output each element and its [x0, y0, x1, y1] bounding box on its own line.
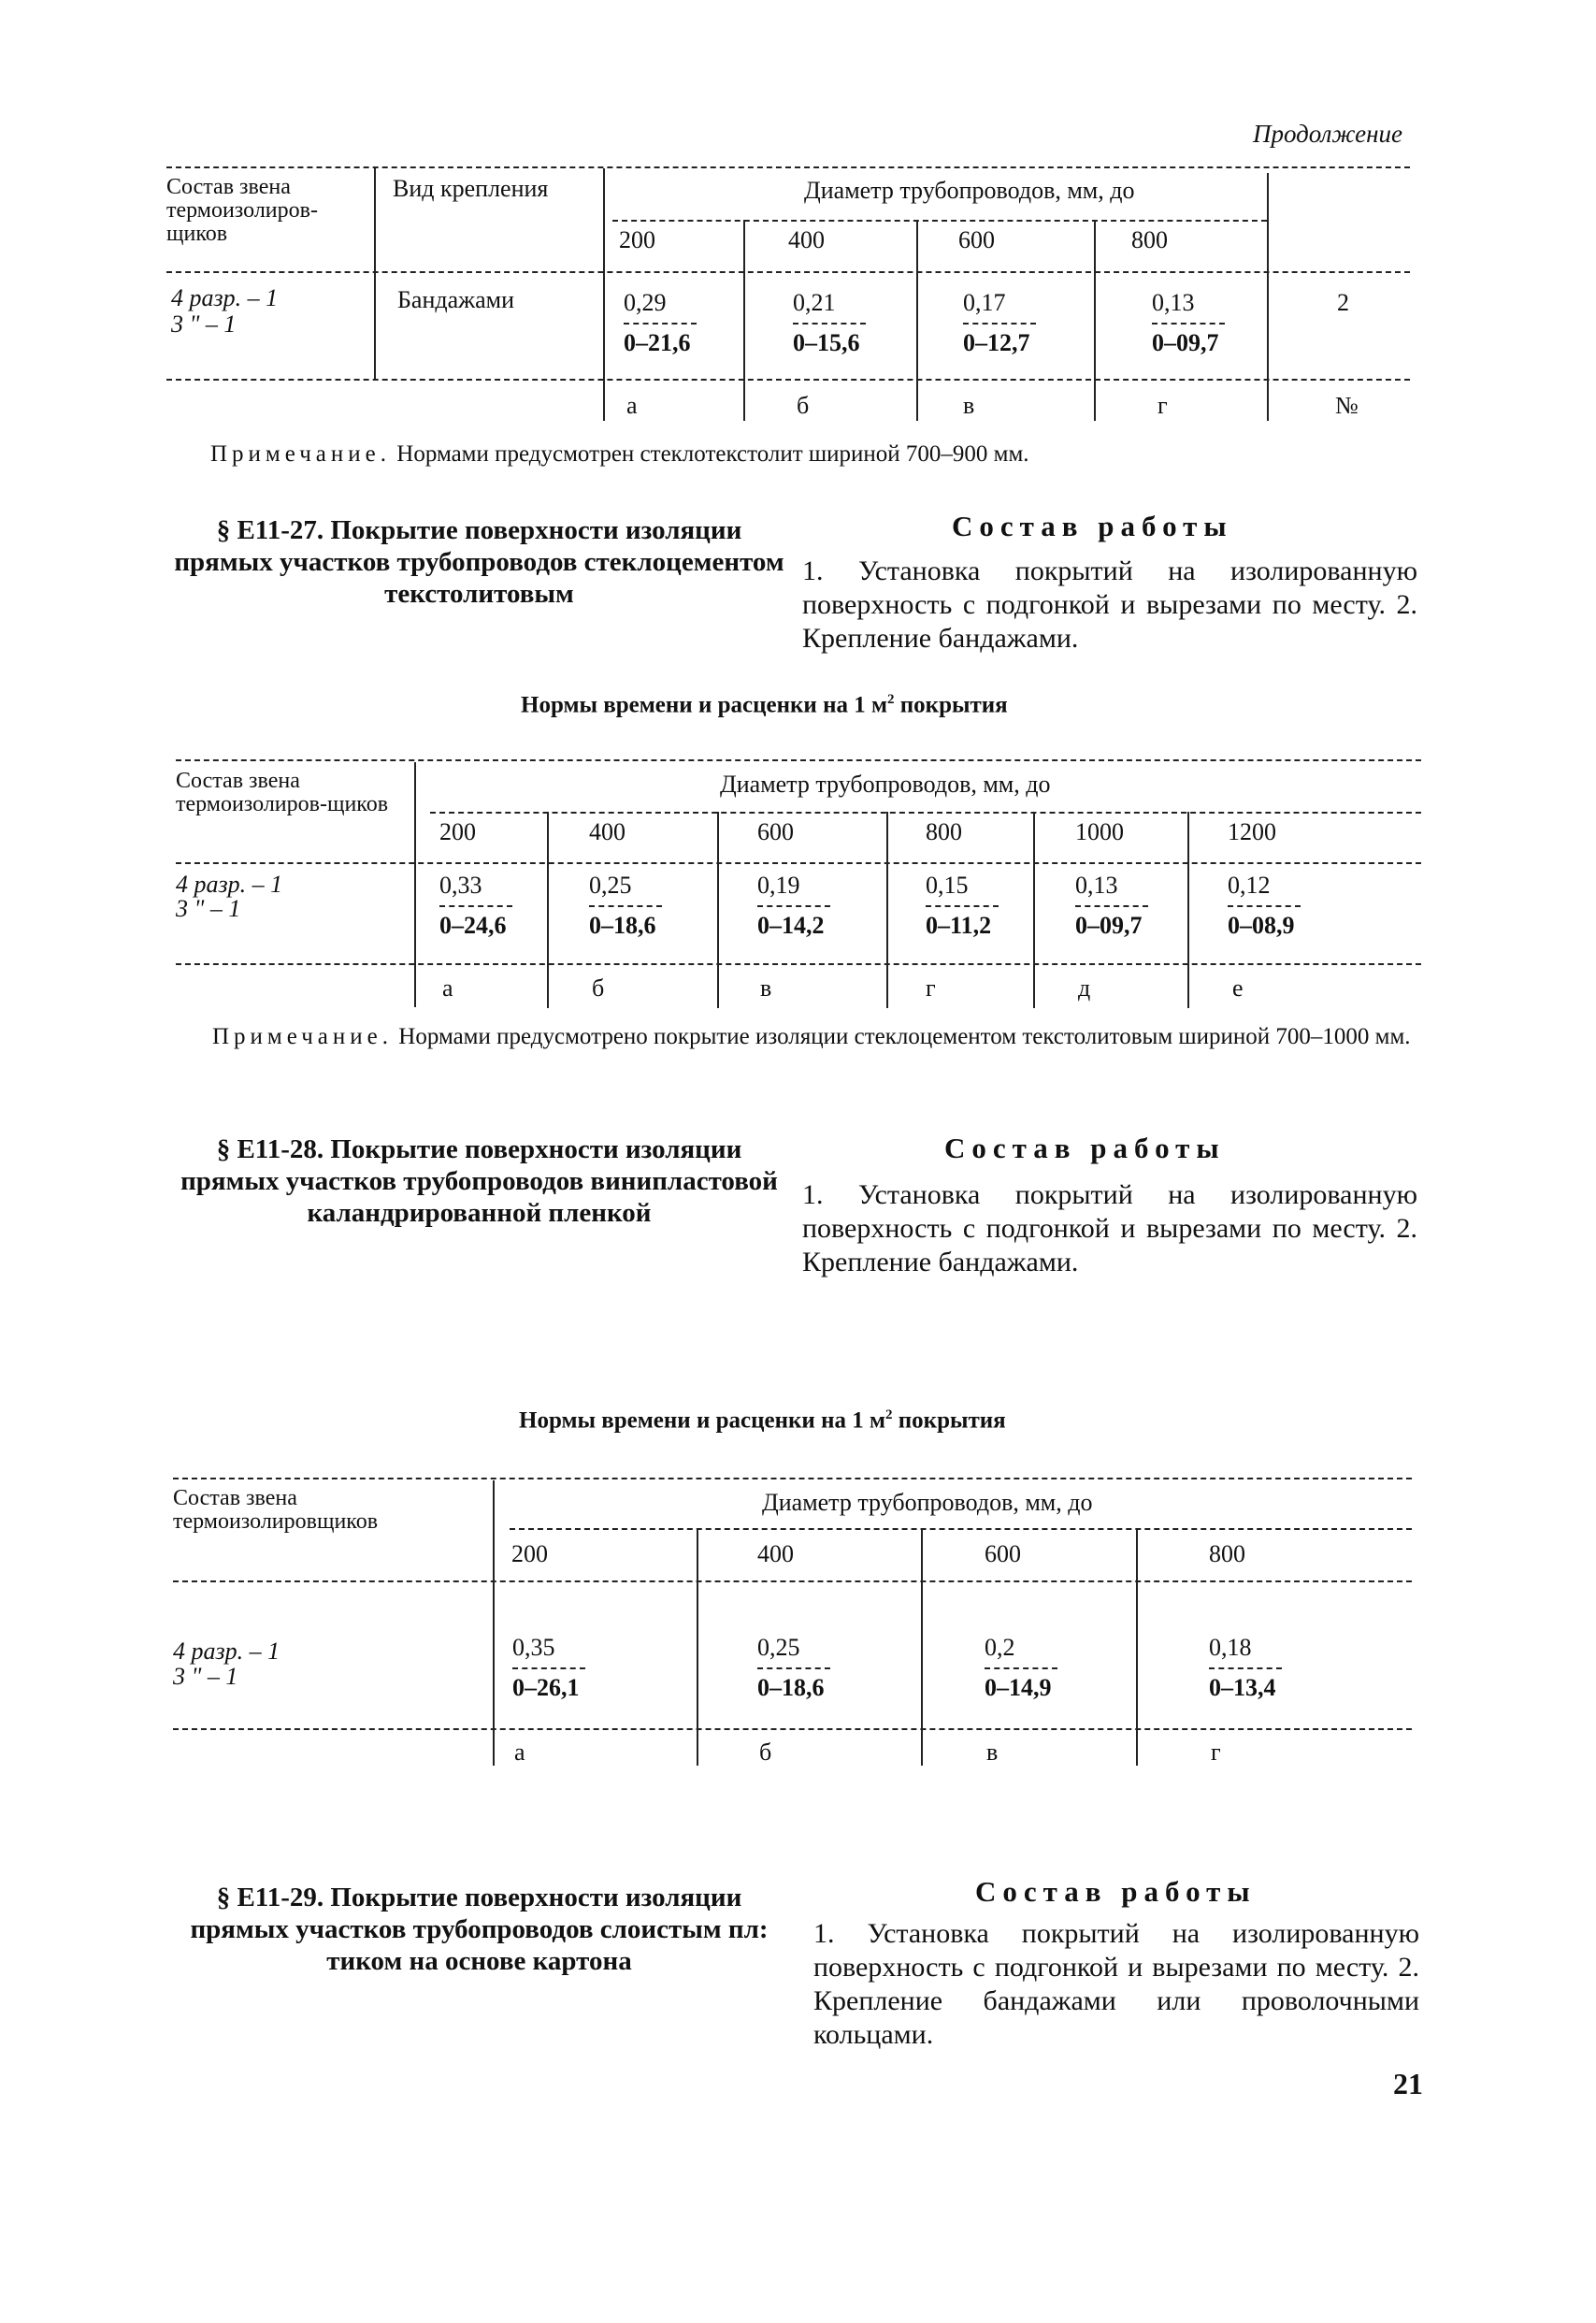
table2-caption-tail: покрытия	[894, 692, 1008, 718]
table1-crew-line1: 4 разр. – 1	[171, 284, 279, 311]
note1-text: Нормами предусмотрен стеклотекстолит шириной 700–900 мм.	[396, 441, 1029, 467]
table1-diam-200: 200	[619, 226, 655, 253]
table3-value-400	[757, 1635, 830, 1701]
section-e11-27-title: § Е11-27. Покрытие поверхности изоляции прямых участков трубопроводов стеклоцементом текстолитовым	[174, 515, 784, 610]
table3-header-diameter: Диаметр трубопроводов, мм, до	[762, 1489, 1093, 1516]
page-number: 21	[1393, 2067, 1423, 2100]
section-e11-27-work-text: 1. Установка покрытий на изолированную поверхность с подгонкой и вырезами по месту. 2. Крепление бандажами.	[802, 556, 1417, 654]
table2-price-1200: 0–08,9	[1228, 911, 1295, 939]
table3-value-600	[985, 1635, 1057, 1701]
table1-diam-800: 800	[1131, 226, 1168, 253]
table3-crew-line2: 3 " – 1	[173, 1663, 238, 1690]
section-e11-28-work-text: 1. Установка покрытий на изолированную поверхность с подгонкой и вырезами по месту. 2. Крепление бандажами.	[802, 1179, 1417, 1277]
table3-norm-800: 0,18	[1209, 1634, 1252, 1661]
table1-crew-line2: 3 " – 1	[171, 310, 237, 338]
table1-price-800: 0–09,7	[1152, 328, 1219, 356]
table2-diam-400: 400	[589, 818, 625, 845]
table3-price-800: 0–13,4	[1209, 1673, 1276, 1701]
table2-norm-400: 0,25	[589, 872, 632, 899]
note2-text: Нормами предусмотрено покрытие изоляции стеклоцементом текстолитовым шириной 700–1000 мм.	[398, 1024, 1411, 1049]
section-e11-29-title: § Е11-29. Покрытие поверхности изоляции прямых участков трубопроводов слоистым пл: тиком на основе картона	[190, 1883, 769, 1977]
table2-price-400: 0–18,6	[589, 911, 656, 939]
table2-norm-1200: 0,12	[1228, 872, 1271, 899]
note2-label: Примечание.	[212, 1024, 394, 1049]
table1-header-fix: Вид крепления	[393, 175, 549, 202]
table3-letter-a: а	[514, 1739, 525, 1766]
table1-diam-600: 600	[958, 226, 995, 253]
table3-value-200	[512, 1635, 585, 1701]
table2-norm-600: 0,19	[757, 872, 800, 899]
table3-price-200: 0–26,1	[512, 1673, 580, 1701]
table3-norm-400: 0,25	[757, 1634, 800, 1661]
table3-diam-600: 600	[985, 1540, 1021, 1567]
table3-letter-v: в	[986, 1739, 999, 1766]
table2-letter-e: е	[1232, 974, 1244, 1002]
table3-norm-200: 0,35	[512, 1634, 555, 1661]
table2-diam-600: 600	[757, 818, 794, 845]
table2-letter-b: б	[592, 974, 605, 1002]
note1-label: Примечание.	[210, 441, 392, 467]
table1-letter-g: г	[1157, 392, 1168, 419]
section-e11-28-title: § Е11-28. Покрытие поверхности изоляции прямых участков трубопроводов винипластовой каландрированной пленкой	[180, 1134, 778, 1229]
table1-norm-600: 0,17	[963, 289, 1006, 316]
table2-caption-sup: 2	[887, 692, 895, 707]
table1-header-crew: Состав звена термоизолиров-щиков	[166, 175, 318, 247]
table1-price-200: 0–21,6	[624, 328, 691, 356]
table3-letter-g: г	[1211, 1739, 1221, 1766]
table2-diam-800: 800	[926, 818, 962, 845]
table3-caption-tail: покрытия	[892, 1407, 1006, 1434]
table3-value-800	[1209, 1635, 1282, 1701]
table1-price-600: 0–12,7	[963, 328, 1030, 356]
table3-header-crew: Состав звена термоизолировщиков	[173, 1486, 379, 1535]
table2-price-1000: 0–09,7	[1075, 911, 1143, 939]
table2-diam-1000: 1000	[1075, 818, 1124, 845]
table2-norm-200: 0,33	[439, 872, 482, 899]
section-e11-27-work-head: Состав работы	[952, 510, 1233, 542]
table2-norm-800: 0,15	[926, 872, 969, 899]
table2-caption-text: Нормы времени и расценки на 1 м	[521, 692, 888, 718]
table2-letter-a: а	[442, 974, 453, 1002]
table2-price-800: 0–11,2	[926, 911, 992, 939]
continued-label: Продолжение	[1253, 120, 1403, 148]
table1-no-label: №	[1335, 392, 1359, 419]
table1-norm-200: 0,29	[624, 289, 667, 316]
table2-crew-line1: 4 разр. – 1	[176, 871, 283, 898]
table3-norm-600: 0,2	[985, 1634, 1015, 1661]
table3-caption-sup: 2	[885, 1407, 893, 1422]
table1-norm-400: 0,21	[793, 289, 836, 316]
table2-letter-d: д	[1078, 974, 1091, 1002]
table1-letter-b: б	[797, 392, 810, 419]
table2-diam-200: 200	[439, 818, 476, 845]
table3-diam-400: 400	[757, 1540, 794, 1567]
table2-price-600: 0–14,2	[757, 911, 825, 939]
table2-crew-line2: 3 " – 1	[176, 895, 241, 922]
table2-header-diameter: Диаметр трубопроводов, мм, до	[720, 771, 1051, 798]
table1-fix-value: Бандажами	[397, 286, 515, 313]
table2-letter-g: г	[926, 974, 936, 1002]
table1-header-diameter: Диаметр трубопроводов, мм, до	[804, 177, 1135, 204]
table3-caption-text: Нормы времени и расценки на 1 м	[519, 1407, 886, 1434]
table3-crew-line1: 4 разр. – 1	[173, 1638, 280, 1665]
section-e11-29-work-head: Состав работы	[975, 1875, 1257, 1908]
table2-price-200: 0–24,6	[439, 911, 507, 939]
table2-header-crew: Состав звена термоизолиров-щиков	[176, 769, 389, 817]
table3-diam-800: 800	[1209, 1540, 1245, 1567]
table3-price-600: 0–14,9	[985, 1673, 1052, 1701]
table3-diam-200: 200	[511, 1540, 548, 1567]
table2-letter-v: в	[760, 974, 772, 1002]
table2-diam-1200: 1200	[1228, 818, 1276, 845]
table1-price-400: 0–15,6	[793, 328, 860, 356]
table1-norm-800: 0,13	[1152, 289, 1195, 316]
table3-letter-b: б	[759, 1739, 772, 1766]
section-e11-29-work-text: 1. Установка покрытий на изолированную поверхность с подгонкой и вырезами по месту. 2. Крепление бандажами или проволочными кольцами.	[813, 1918, 1419, 2050]
table2-norm-1000: 0,13	[1075, 872, 1118, 899]
table1-diam-400: 400	[788, 226, 825, 253]
table3-price-400: 0–18,6	[757, 1673, 825, 1701]
table1-row-number: 2	[1337, 289, 1349, 316]
table1-letter-v: в	[963, 392, 975, 419]
table1-letter-a: а	[626, 392, 638, 419]
section-e11-28-work-head: Состав работы	[944, 1132, 1226, 1164]
